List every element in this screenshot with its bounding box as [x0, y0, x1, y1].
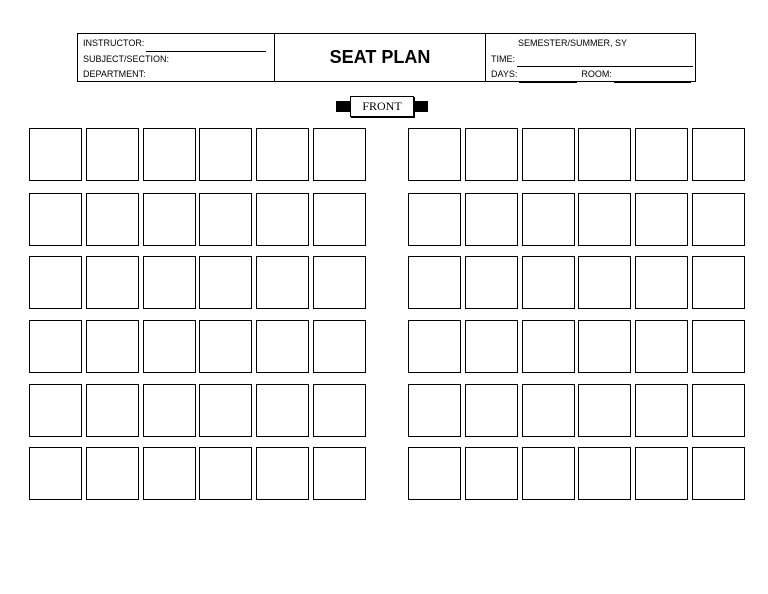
seat-box: [578, 193, 631, 246]
room-field[interactable]: [614, 72, 691, 83]
seat-box: [143, 256, 196, 309]
seat-box: [313, 320, 366, 373]
header-right-cell: [486, 34, 695, 81]
title-cell: [275, 34, 486, 81]
front-marker-left-cap: [336, 101, 350, 112]
seat-box: [635, 256, 688, 309]
seat-box: [256, 256, 309, 309]
seat-box: [692, 128, 745, 181]
seat-box: [313, 128, 366, 181]
seat-box: [29, 128, 82, 181]
seat-box: [522, 384, 575, 437]
time-label: TIME:: [491, 53, 515, 64]
front-marker: [336, 95, 428, 118]
seat-box: [143, 447, 196, 500]
seat-box: [256, 320, 309, 373]
seat-box: [578, 256, 631, 309]
front-marker-right-cap: [414, 101, 428, 112]
header-left-cell: [78, 34, 275, 81]
seat-box: [465, 447, 518, 500]
seat-box: [465, 256, 518, 309]
time-line: [491, 52, 695, 68]
seat-box: [86, 320, 139, 373]
seat-box: [522, 320, 575, 373]
seat-box: [465, 193, 518, 246]
seat-box: [692, 447, 745, 500]
seat-box: [29, 256, 82, 309]
seat-box: [465, 320, 518, 373]
seat-box: [143, 193, 196, 246]
seat-box: [256, 384, 309, 437]
seat-box: [256, 128, 309, 181]
days-room-line: [491, 67, 695, 83]
seat-box: [522, 447, 575, 500]
seat-box: [29, 320, 82, 373]
front-label: FRONT: [362, 99, 402, 113]
instructor-label: INSTRUCTOR:: [83, 38, 145, 48]
seat-box: [86, 256, 139, 309]
seat-box: [522, 128, 575, 181]
seat-box: [199, 193, 252, 246]
seat-box: [522, 193, 575, 246]
seat-box: [692, 193, 745, 246]
department-line: [83, 67, 274, 83]
seat-box: [408, 320, 461, 373]
seat-box: [578, 447, 631, 500]
time-field[interactable]: [517, 56, 693, 67]
seat-box: [29, 384, 82, 437]
seat-box: [465, 384, 518, 437]
seat-box: [465, 128, 518, 181]
seat-box: [143, 384, 196, 437]
seat-box: [313, 384, 366, 437]
days-label: DAYS:: [491, 69, 518, 79]
page-title: SEAT PLAN: [329, 47, 431, 67]
seat-box: [256, 447, 309, 500]
seat-box: [635, 447, 688, 500]
seat-box: [199, 447, 252, 500]
seat-box: [313, 256, 366, 309]
seat-box: [408, 256, 461, 309]
seat-box: [143, 128, 196, 181]
seat-box: [199, 128, 252, 181]
seat-box: [86, 193, 139, 246]
front-label-box: [350, 96, 414, 117]
seat-box: [692, 384, 745, 437]
seat-box: [408, 128, 461, 181]
days-field[interactable]: [519, 72, 577, 83]
seat-box: [692, 256, 745, 309]
seat-box: [313, 193, 366, 246]
seat-box: [256, 193, 309, 246]
seat-box: [635, 384, 688, 437]
seat-box: [143, 320, 196, 373]
seat-box: [199, 256, 252, 309]
seat-box: [86, 128, 139, 181]
semester-label: SEMESTER/SUMMER, SY: [518, 38, 628, 48]
subject-line: [83, 52, 274, 68]
seat-box: [408, 447, 461, 500]
header-table: [77, 33, 696, 82]
seat-box: [199, 384, 252, 437]
room-label: ROOM:: [581, 69, 612, 79]
seat-box: [86, 447, 139, 500]
instructor-field[interactable]: [146, 41, 266, 52]
seat-box: [408, 193, 461, 246]
seat-box: [692, 320, 745, 373]
seat-box: [313, 447, 366, 500]
seat-box: [578, 384, 631, 437]
seat-box: [635, 193, 688, 246]
seat-box: [522, 256, 575, 309]
semester-line: [491, 36, 695, 52]
seat-box: [86, 384, 139, 437]
department-label: DEPARTMENT:: [83, 69, 146, 79]
subject-label: SUBJECT/SECTION:: [83, 53, 170, 64]
seat-box: [635, 320, 688, 373]
instructor-line: [83, 36, 274, 52]
seat-box: [29, 447, 82, 500]
seat-box: [578, 128, 631, 181]
seat-box: [408, 384, 461, 437]
seat-box: [635, 128, 688, 181]
seat-box: [578, 320, 631, 373]
seat-box: [29, 193, 82, 246]
seat-box: [199, 320, 252, 373]
